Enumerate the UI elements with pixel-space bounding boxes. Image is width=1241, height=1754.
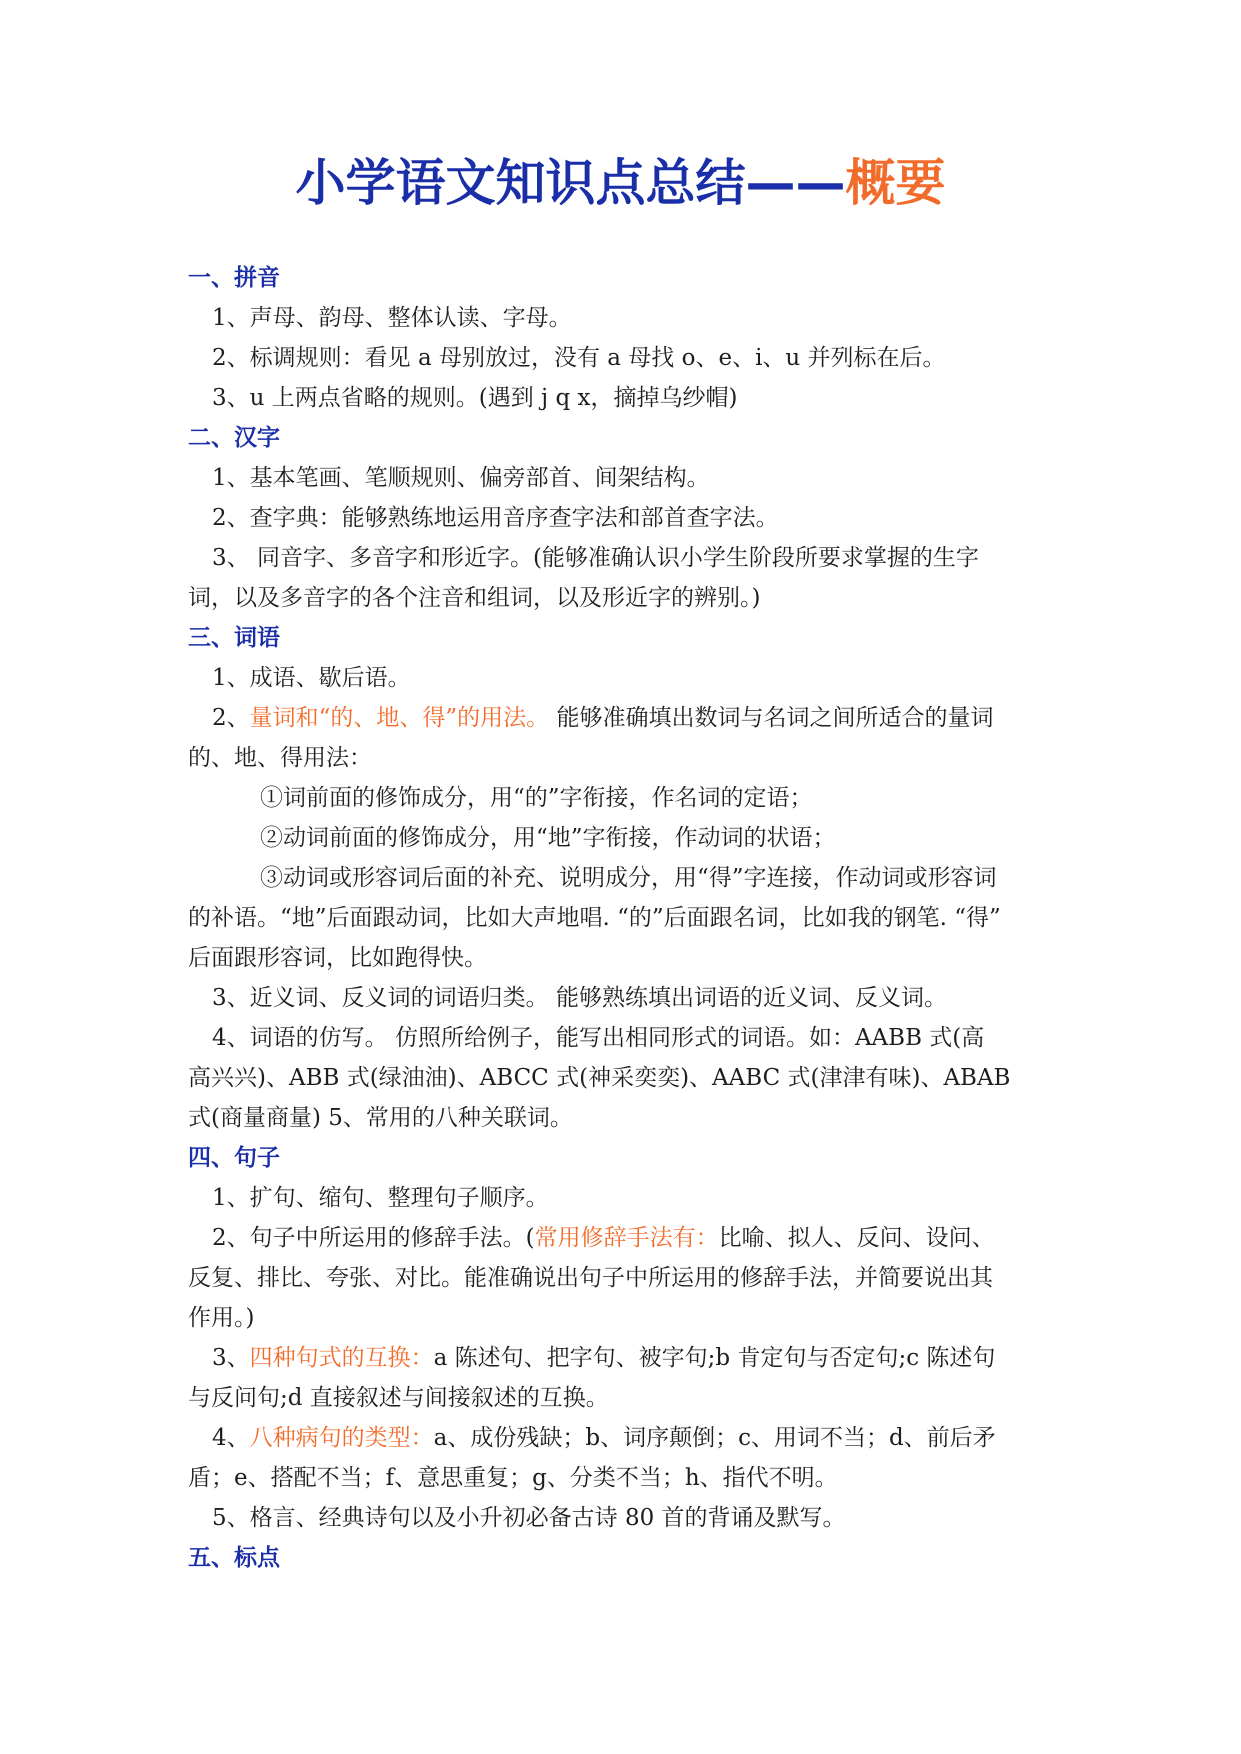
list-item: 2、标调规则：看见 a 母别放过，没有 a 母找 o、e、i、u 并列标在后。 [212, 345, 946, 371]
list-item: 5、格言、经典诗句以及小升初必备古诗 80 首的背诵及默写。 [212, 1505, 846, 1531]
item-number: 2、 [212, 705, 250, 731]
list-item-continuation: 词，以及多音字的各个注音和组词，以及形近字的辨别。) [188, 585, 761, 611]
sub-item: ①词前面的修饰成分，用“的”字衔接，作名词的定语； [260, 785, 813, 811]
section-heading-juzi: 四、句子 [188, 1145, 280, 1171]
list-item: 3、u 上两点省略的规则。(遇到 j q x，摘掉乌纱帽) [212, 385, 738, 411]
item-number: 4、 [212, 1425, 250, 1451]
list-item-continuation: 的、地、得用法： [188, 745, 372, 771]
highlight-text: 四种句式的互换： [249, 1345, 434, 1371]
item-text: 能够准确填出数词与名词之间所适合的量词 [549, 705, 994, 731]
page-title [0, 148, 1241, 218]
item-text: a 陈述句、把字句、被字句;b 肯定句与否定句;c 陈述句 [433, 1345, 996, 1371]
list-item: 3、近义词、反义词的词语归类。 能够熟练填出词语的近义词、反义词。 [212, 985, 947, 1011]
document-body [188, 258, 1060, 1578]
list-item [188, 1338, 1060, 1378]
list-item [188, 1218, 1060, 1258]
highlight-text: 常用修辞手法有： [534, 1225, 719, 1251]
list-item-continuation: 高兴兴)、ABB 式(绿油油)、ABCC 式(神采奕奕)、AABC 式(津津有味)、ABAB [188, 1065, 1011, 1091]
list-item: 3、 同音字、多音字和形近字。(能够准确认识小学生阶段所要求掌握的生字 [212, 545, 979, 571]
list-item-continuation: 盾；e、搭配不当；f、意思重复；g、分类不当；h、指代不明。 [188, 1465, 838, 1491]
title-accent: 概要 [845, 154, 946, 212]
sub-item: ②动词前面的修饰成分，用“地”字衔接，作动词的状语； [260, 825, 836, 851]
list-item-continuation: 作用。) [188, 1305, 255, 1331]
section-heading-hanzi: 二、汉字 [188, 425, 280, 451]
highlight-text: 八种病句的类型： [249, 1425, 434, 1451]
list-item-continuation: 与反问句;d 直接叙述与间接叙述的互换。 [188, 1385, 609, 1411]
section-heading-ciyu: 三、词语 [188, 625, 280, 651]
list-item [188, 1418, 1060, 1458]
list-item: 1、基本笔画、笔顺规则、偏旁部首、间架结构。 [212, 465, 710, 491]
item-number: 3、 [212, 1345, 250, 1371]
section-heading-pinyin: 一、拼音 [188, 265, 280, 291]
list-item: 4、词语的仿写。 仿照所给例子，能写出相同形式的词语。如：AABB 式(高 [212, 1025, 985, 1051]
list-item: 1、声母、韵母、整体认读、字母。 [212, 305, 572, 331]
sub-item-continuation: 的补语。“地”后面跟动词，比如大声地唱. “的”后面跟名词，比如我的钢笔. “得” [188, 905, 1001, 931]
item-text: 2、句子中所运用的修辞手法。( [212, 1225, 535, 1251]
title-main: 小学语文知识点总结—— [295, 154, 846, 212]
list-item: 1、扩句、缩句、整理句子顺序。 [212, 1185, 549, 1211]
list-item: 1、成语、歇后语。 [212, 665, 411, 691]
sub-item: ③动词或形容词后面的补充、说明成分，用“得”字连接，作动词或形容词 [260, 865, 997, 891]
sub-item-continuation: 后面跟形容词，比如跑得快。 [188, 945, 487, 971]
list-item [188, 698, 1060, 738]
item-text: 比喻、拟人、反问、设问、 [718, 1225, 995, 1251]
item-text: a、成份残缺；b、词序颠倒；c、用词不当；d、前后矛 [433, 1425, 996, 1451]
list-item-continuation: 式(商量商量) 5、常用的八种关联词。 [188, 1105, 573, 1131]
list-item-continuation: 反复、排比、夸张、对比。能准确说出句子中所运用的修辞手法，并简要说出其 [188, 1265, 993, 1291]
section-heading-biaodian: 五、标点 [188, 1545, 280, 1571]
highlight-text: 量词和“的、地、得”的用法。 [249, 705, 550, 731]
list-item: 2、查字典：能够熟练地运用音序查字法和部首查字法。 [212, 505, 779, 531]
